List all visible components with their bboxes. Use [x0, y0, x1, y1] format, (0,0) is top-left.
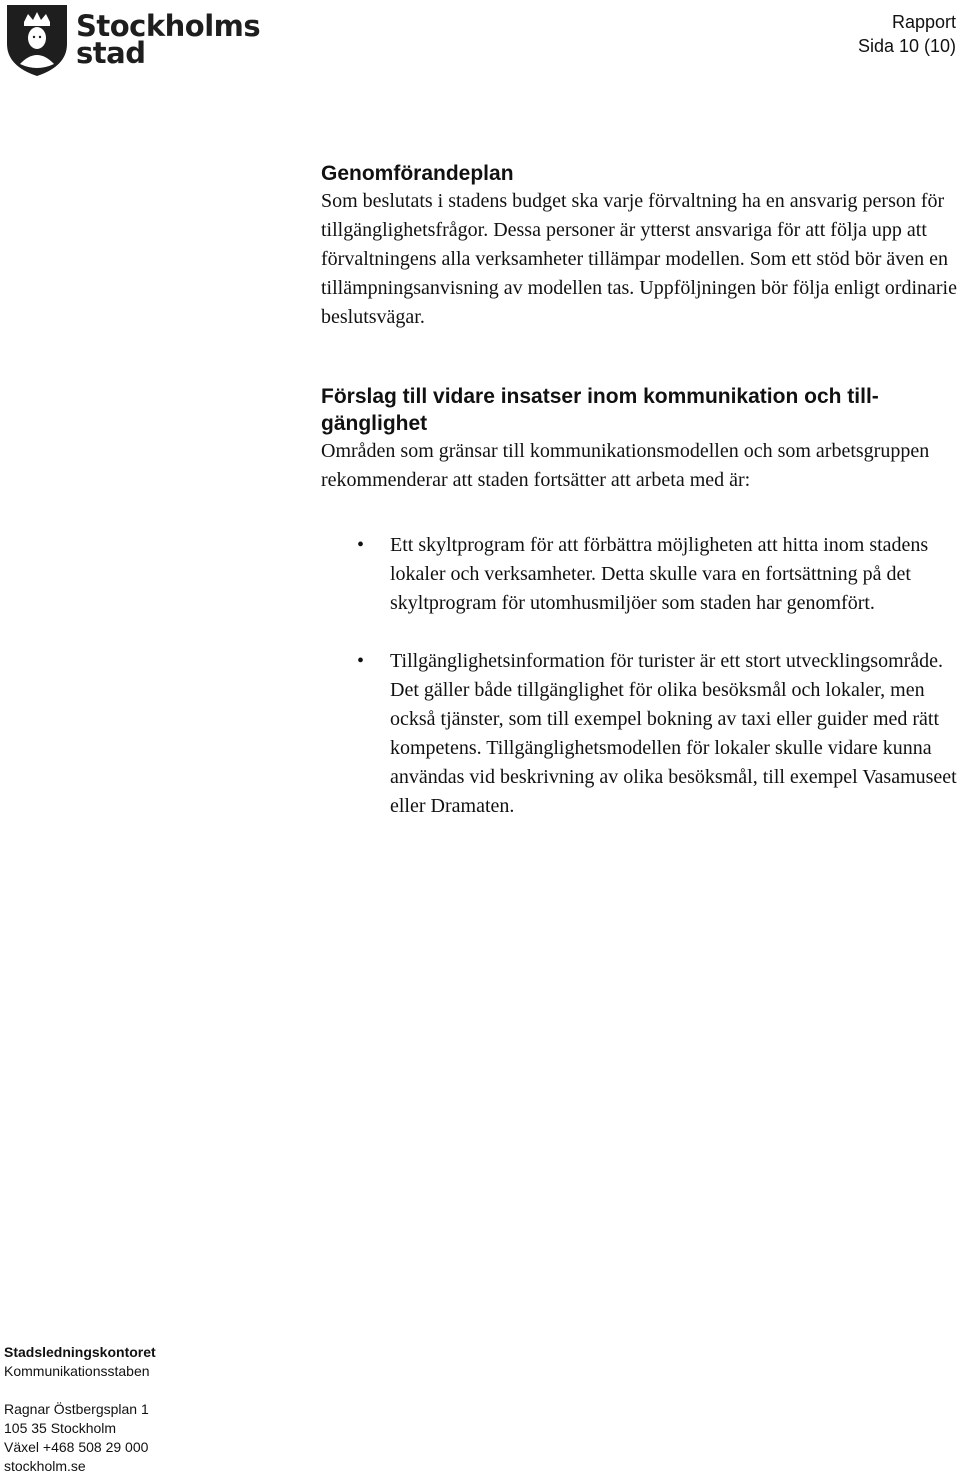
footer-street: Ragnar Östbergsplan 1: [4, 1401, 149, 1417]
recommendation-list: [321, 531, 957, 821]
footer-postal: 105 35 Stockholm: [4, 1420, 117, 1436]
list-item-text: Tillgänglighetsinformation för turister är ett stort utvecklingsområde. Det gäller både tillgänglighet för olika besöksmål och lokaler, men också tjänster, som till exempel bokning av taxi eller guider med rätt kompetens. Tillgänglighetsmodellen för lokaler skulle vidare kunna användas vid beskrivning av olika besöksmål, till exempel Vasamuseet eller Dramaten.: [390, 650, 957, 817]
section-heading: Förslag till vidare insatser inom kommunikation och tillgänglighet: [321, 385, 879, 435]
section-further-efforts: [321, 383, 957, 495]
page-header: [858, 10, 956, 58]
footer-phone: Växel +468 508 29 000: [4, 1439, 149, 1455]
bullet-icon: •: [357, 650, 365, 672]
logo-name-line1: Stockholms: [76, 9, 261, 43]
list-item: [321, 531, 957, 618]
page-footer: [4, 1343, 156, 1476]
footer-website-link[interactable]: stockholm.se: [4, 1458, 86, 1474]
footer-unit: Kommunikationsstaben: [4, 1363, 150, 1379]
section-heading: Genomförandeplan: [321, 162, 514, 185]
report-body: [321, 160, 957, 821]
section-implementation-plan: [321, 160, 957, 332]
section-paragraph: Som beslutats i stadens budget ska varje förvaltning ha en ansvarig person för tillgänglighetsfrågor. Dessa personer är ytterst ansvariga för att följa upp att förvaltningens alla verksamheter tillämpar modellen. Som ett stöd bör även en tillämpningsanvisning av modellen tas. Uppföljningen bör följa enligt ordinarie beslutsvägar.: [321, 190, 957, 328]
list-item: [321, 647, 957, 821]
list-item-text: Ett skyltprogram för att förbättra möjligheten att hitta inom stadens lokaler och verksamheter. Detta skulle vara en fortsättning på det skyltprogram för utomhusmiljöer som staden har genomfört.: [390, 534, 929, 614]
city-crest-icon: [4, 2, 70, 78]
footer-organization: Stadsledningskontoret: [4, 1344, 156, 1360]
logo-name-line2: stad: [76, 36, 146, 70]
bullet-icon: •: [357, 534, 365, 556]
section-paragraph: Områden som gränsar till kommunikationsmodellen och som arbetsgruppen rekommenderar att staden fortsätter att arbeta med är:: [321, 440, 930, 491]
page-number: Sida 10 (10): [857, 36, 956, 56]
logo: [4, 2, 260, 78]
document-type: Rapport: [891, 12, 956, 32]
